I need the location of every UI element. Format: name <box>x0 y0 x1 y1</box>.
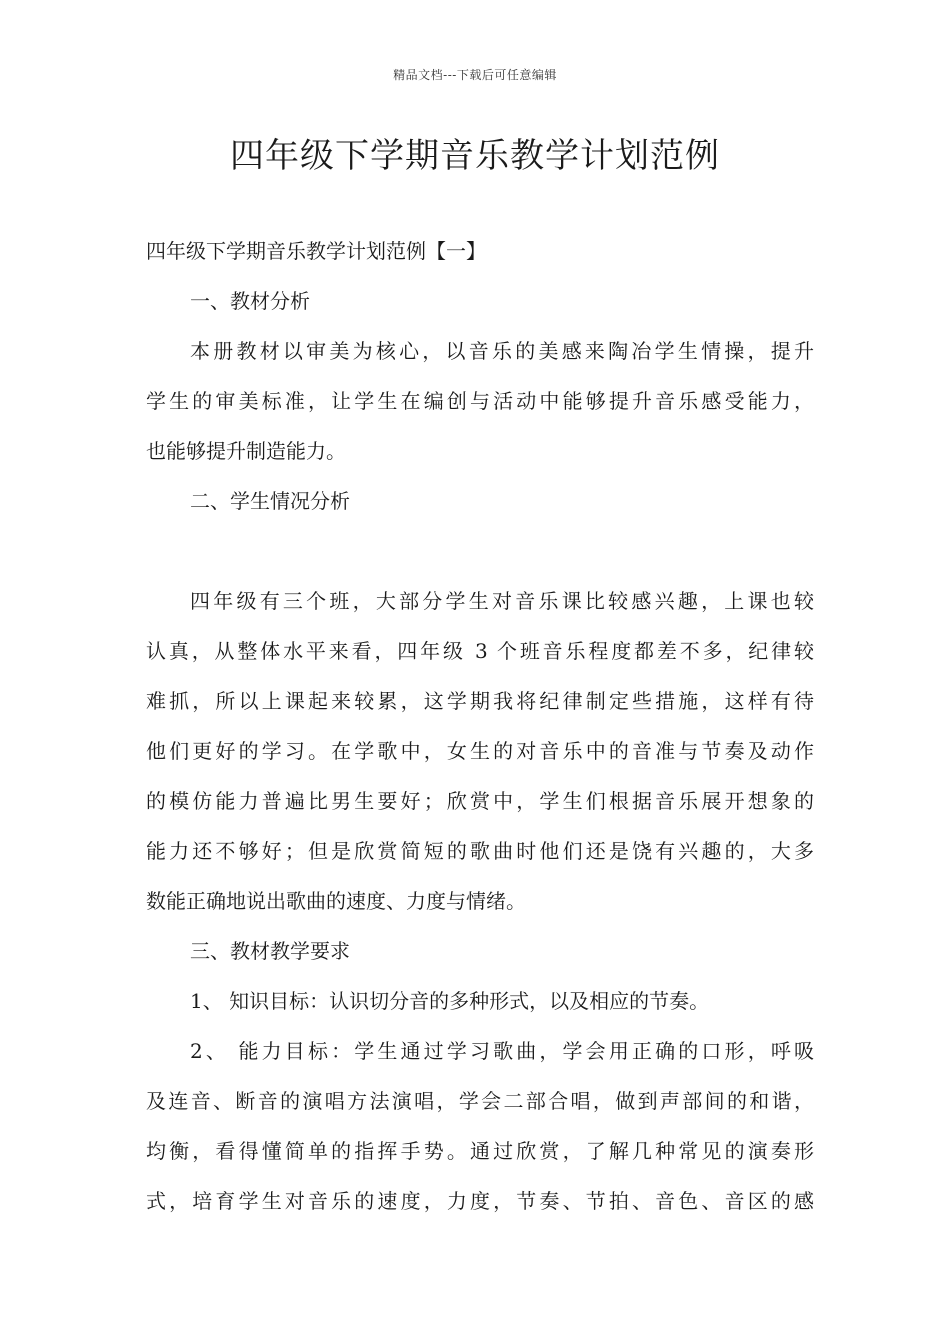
paragraph-line: 及连音、断音的演唱方法演唱，学会二部合唱，做到声部间的和谐， <box>146 1089 814 1113</box>
section-heading-materials: 一、教材分析 <box>190 289 310 313</box>
list-item-ability-goal: 2、 能力目标：学生通过学习歌曲，学会用正确的口形，呼吸 <box>190 1039 814 1063</box>
paragraph-line: 均衡，看得懂简单的指挥手势。通过欣赏，了解几种常见的演奏形 <box>146 1139 814 1163</box>
paragraph-line: 本册教材以审美为核心，以音乐的美感来陶冶学生情操，提升 <box>190 339 814 363</box>
paragraph-line: 式，培育学生对音乐的速度，力度，节奏、节拍、音色、音区的感 <box>146 1189 814 1213</box>
paragraph-line: 难抓，所以上课起来较累，这学期我将纪律制定些措施，这样有待 <box>146 689 814 713</box>
document-body <box>146 226 814 1226</box>
subheading: 四年级下学期音乐教学计划范例【一】 <box>146 239 486 263</box>
list-item-knowledge-goal: 1、 知识目标：认识切分音的多种形式，以及相应的节奏。 <box>190 989 710 1013</box>
paragraph-line: 他们更好的学习。在学歌中，女生的对音乐中的音准与节奏及动作 <box>146 739 814 763</box>
paragraph-line: 学生的审美标准，让学生在编创与活动中能够提升音乐感受能力， <box>146 389 814 413</box>
paragraph-line: 四年级有三个班，大部分学生对音乐课比较感兴趣，上课也较 <box>190 589 814 613</box>
paragraph-line: 的模仿能力普遍比男生要好；欣赏中，学生们根据音乐展开想象的 <box>146 789 814 813</box>
paragraph-line: 能力还不够好；但是欣赏简短的歌曲时他们还是饶有兴趣的，大多 <box>146 839 814 863</box>
paragraph-spacer <box>146 526 814 576</box>
paragraph-line: 也能够提升制造能力。 <box>146 439 346 463</box>
header-note: 精品文档---下载后可任意编辑 <box>393 68 557 82</box>
section-heading-students: 二、学生情况分析 <box>190 489 350 513</box>
section-heading-requirements: 三、教材教学要求 <box>190 939 350 963</box>
page-title: 四年级下学期音乐教学计划范例 <box>230 136 720 176</box>
paragraph-line: 数能正确地说出歌曲的速度、力度与情绪。 <box>146 889 526 913</box>
paragraph-line: 认真，从整体水平来看，四年级 3 个班音乐程度都差不多，纪律较 <box>146 639 814 663</box>
